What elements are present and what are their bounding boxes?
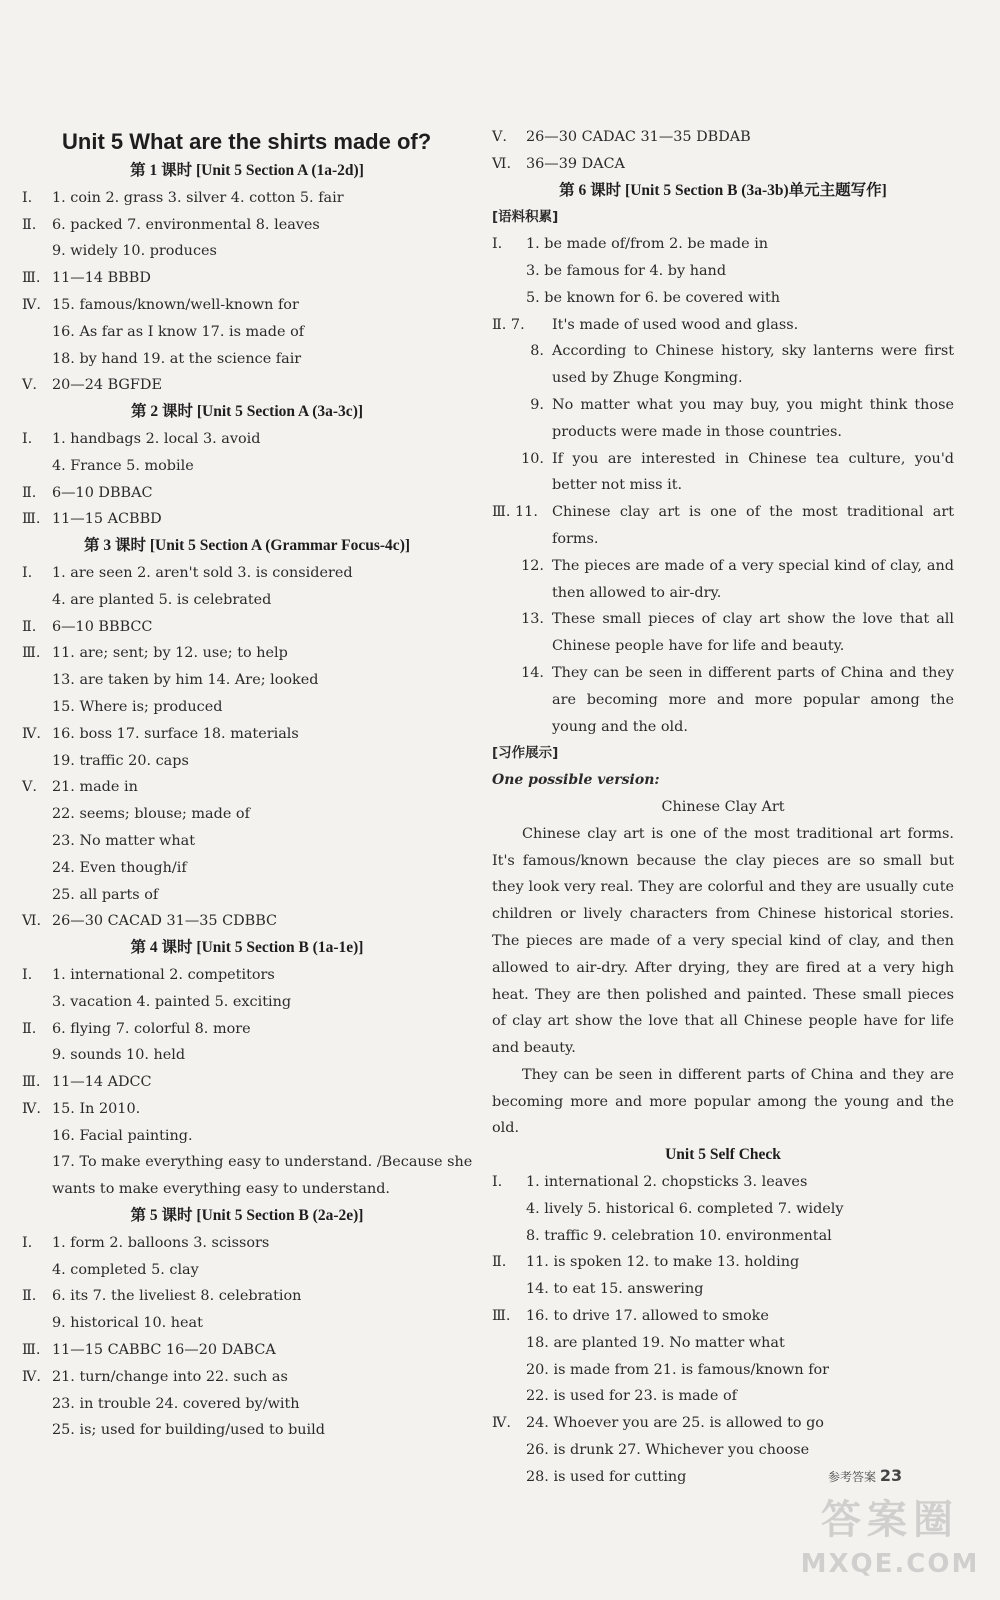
answer-line [22, 185, 472, 212]
answer-line [22, 506, 472, 533]
answer-text: 19. traffic 20. caps [52, 752, 189, 769]
roman-numeral: Ⅴ. [22, 377, 37, 394]
answer-line [492, 1276, 954, 1303]
answer-text: 8. traffic 9. celebration 10. environmental [526, 1227, 832, 1244]
answer-text: 11—15 ACBBD [52, 511, 162, 528]
answer-text: 13. are taken by him 14. Are; looked [52, 672, 319, 689]
roman-numeral [492, 1276, 526, 1303]
answer-line [22, 319, 472, 346]
answer-line [22, 1149, 472, 1176]
answer-line [492, 124, 954, 151]
answer-text: 22. seems; blouse; made of [52, 806, 250, 823]
sentence-answer [492, 392, 954, 446]
roman-numeral [492, 285, 526, 312]
sentence-number: 12. [521, 557, 544, 574]
sentence-text: These small pieces of clay art show the love that all Chinese people have for life and beauty. [552, 611, 954, 655]
answer-text: 25. is; used for building/used to build [52, 1422, 325, 1439]
essay-body [492, 821, 954, 1143]
roman-numeral: Ⅰ. [22, 966, 33, 983]
sentence-number: 14. [521, 664, 544, 681]
answer-line [22, 640, 472, 667]
roman-numeral: Ⅰ. [22, 430, 33, 447]
sentence-text: The pieces are made of a very special kind of clay, and then allowed to air-dry. [552, 557, 954, 601]
answer-line [22, 480, 472, 507]
answer-line [22, 855, 472, 882]
lesson-5-answers [22, 1230, 472, 1444]
roman-numeral [22, 801, 52, 828]
vocab-tag: [语料积累] [492, 209, 559, 226]
answer-text: 20—24 BGFDE [52, 377, 162, 394]
roman-numeral: Ⅱ. [492, 1254, 507, 1271]
answer-text: 1. are seen 2. aren't sold 3. is considered [52, 564, 353, 581]
answer-text: 16. As far as I know 17. is made of [52, 323, 305, 340]
sentence-number: 13. [521, 611, 544, 628]
answer-text: 1. coin 2. grass 3. silver 4. cotton 5. fair [52, 189, 344, 206]
answer-line [22, 1310, 472, 1337]
answer-line [22, 1417, 472, 1444]
answer-line [22, 372, 472, 399]
answer-text: 26—30 CADAC 31—35 DBDAB [526, 129, 751, 145]
roman-numeral [22, 1123, 52, 1150]
answer-line [22, 453, 472, 480]
lesson-6-sentences [492, 312, 954, 741]
answer-line [22, 1283, 472, 1310]
answer-line [22, 694, 472, 721]
answer-text: 1. form 2. balloons 3. scissors [52, 1234, 270, 1251]
roman-numeral [22, 1149, 52, 1176]
answer-line [22, 560, 472, 587]
roman-numeral: Ⅰ. [22, 1234, 33, 1251]
answer-text: 1. international 2. competitors [52, 966, 275, 983]
roman-numeral: Ⅲ. [22, 270, 41, 287]
sentence-answer [492, 312, 954, 339]
answer-text: 1. international 2. chopsticks 3. leaves [526, 1174, 808, 1191]
answer-line [22, 1042, 472, 1069]
lesson-2-answers [22, 426, 472, 533]
answer-text: 26. is drunk 27. Whichever you choose [526, 1442, 810, 1459]
answer-line [492, 258, 954, 285]
answer-line [492, 1437, 954, 1464]
answer-text: 17. To make everything easy to understand. /Because she [52, 1154, 473, 1171]
answer-text: 6. its 7. the liveliest 8. celebration [52, 1288, 302, 1305]
answer-line [22, 801, 472, 828]
answer-text: 11. is spoken 12. to make 13. holding [526, 1254, 800, 1271]
answer-line [22, 614, 472, 641]
roman-numeral [22, 1257, 52, 1284]
self-check-heading: Unit 5 Self Check [665, 1146, 781, 1164]
answer-line [22, 265, 472, 292]
roman-numeral [492, 1196, 526, 1223]
sentence-answer [492, 446, 954, 500]
roman-numeral: Ⅲ. [492, 1308, 511, 1325]
answer-line [22, 774, 472, 801]
answer-line [22, 989, 472, 1016]
roman-numeral: Ⅳ. [22, 1368, 41, 1385]
answer-line [22, 1337, 472, 1364]
watermark-line-1: 答案圈 [821, 1497, 959, 1543]
self-check-answers [492, 1169, 954, 1491]
answer-line [22, 346, 472, 373]
sentence-number: 10. [521, 450, 544, 467]
answer-line [492, 151, 954, 178]
answer-text: 16. Facial painting. [52, 1127, 193, 1144]
lesson-1-heading: 第 1 课时 [Unit 5 Section A (1a-2d)] [130, 162, 364, 179]
roman-numeral [22, 1042, 52, 1069]
sentence-number: 9. [530, 396, 544, 413]
answer-text: 3. vacation 4. painted 5. exciting [52, 993, 292, 1010]
roman-numeral: Ⅰ. [492, 1174, 503, 1191]
roman-numeral: Ⅳ. [22, 296, 41, 313]
sentence-answer [492, 606, 954, 660]
roman-numeral: Ⅵ. [492, 155, 512, 172]
lesson-6-heading: 第 6 课时 [Unit 5 Section B (3a-3b)单元主题写作] [559, 181, 887, 199]
roman-numeral [492, 1357, 526, 1384]
answer-text: 3. be famous for 4. by hand [526, 262, 727, 279]
sentence-answer [492, 660, 954, 740]
unit-title: Unit 5 What are the shirts made of? [62, 129, 432, 154]
roman-numeral [22, 882, 52, 909]
roman-numeral: Ⅰ. [22, 189, 33, 206]
roman-numeral: Ⅳ. [22, 725, 41, 742]
roman-numeral [22, 694, 52, 721]
answer-text: 9. sounds 10. held [52, 1047, 186, 1064]
essay-paragraph-1: Chinese clay art is one of the most traditional art forms. It's famous/known because the clay pieces are so small but they look very real. They are colorful and they are usually cute children or lively characters from Chinese historical stories. The pieces are made of a very special kind of clay, and then allowed to air-dry. After drying, they are fired at a very high heat. They are then polished and painted. These small pieces of clay art show the love that all Chinese people have for life and beauty. [492, 825, 954, 1057]
answer-line [492, 1410, 954, 1437]
answer-text: 15. In 2010. [52, 1100, 141, 1117]
roman-numeral: Ⅴ. [492, 129, 507, 145]
answer-text: 18. are planted 19. No matter what [526, 1334, 785, 1351]
answer-text: 6—10 BBBCC [52, 618, 153, 635]
sentence-number: Ⅱ. 7. [492, 316, 525, 333]
roman-numeral: Ⅱ. [22, 484, 37, 501]
answer-text: 28. is used for cutting [526, 1468, 687, 1485]
lesson-5-heading: 第 5 课时 [Unit 5 Section B (2a-2e)] [130, 1207, 364, 1225]
answer-line [492, 1169, 954, 1196]
answer-line [492, 1383, 954, 1410]
roman-numeral [22, 828, 52, 855]
answer-text: 4. France 5. mobile [52, 457, 194, 474]
roman-numeral: Ⅱ. [22, 1288, 37, 1305]
sentence-answer [492, 499, 954, 553]
roman-numeral [22, 667, 52, 694]
lesson-1-answers [22, 185, 472, 399]
answer-line [492, 1196, 954, 1223]
answer-line [22, 962, 472, 989]
roman-numeral [22, 453, 52, 480]
roman-numeral [22, 346, 52, 373]
answer-line [22, 828, 472, 855]
answer-line [22, 1391, 472, 1418]
answer-text: 14. to eat 15. answering [526, 1281, 704, 1298]
answer-line [492, 1330, 954, 1357]
answer-line [22, 1257, 472, 1284]
answer-text: 18. by hand 19. at the science fair [52, 350, 302, 367]
answer-line [492, 231, 954, 258]
roman-numeral [22, 855, 52, 882]
answer-line [492, 1303, 954, 1330]
roman-numeral [492, 1223, 526, 1250]
answer-text: 4. completed 5. clay [52, 1261, 199, 1278]
answer-line [22, 721, 472, 748]
essay-tag: [习作展示] [492, 745, 559, 762]
answer-text: 20. is made from 21. is famous/known for [526, 1361, 830, 1378]
roman-numeral [22, 1417, 52, 1444]
answer-text: 21. turn/change into 22. such as [52, 1368, 288, 1385]
roman-numeral: Ⅱ. [22, 618, 37, 635]
left-column [22, 128, 472, 1444]
answer-line [22, 1364, 472, 1391]
roman-numeral [22, 989, 52, 1016]
answer-text: 26—30 CACAD 31—35 CDBBC [52, 913, 278, 930]
lesson-6-part-1 [492, 231, 954, 311]
answer-line [492, 1357, 954, 1384]
answer-line [492, 1249, 954, 1276]
right-column [492, 124, 954, 1491]
answer-text: 6. packed 7. environmental 8. leaves [52, 216, 320, 233]
answer-line [22, 292, 472, 319]
sentence-number: Ⅲ. 11. [492, 504, 538, 521]
answer-text: 36—39 DACA [526, 155, 625, 172]
roman-numeral: Ⅰ. [22, 564, 33, 581]
roman-numeral: Ⅲ. [22, 1074, 41, 1091]
answer-line [22, 908, 472, 935]
sentence-answer [492, 338, 954, 392]
roman-numeral [22, 238, 52, 265]
answer-line [22, 882, 472, 909]
answer-line [22, 1016, 472, 1043]
answer-line [22, 667, 472, 694]
answer-line [492, 1223, 954, 1250]
watermark-logo [800, 1498, 980, 1598]
sentence-text: If you are interested in Chinese tea culture, you'd better not miss it. [552, 450, 954, 494]
roman-numeral: Ⅱ. [22, 1020, 37, 1037]
roman-numeral [492, 1464, 526, 1491]
answer-text: 6. flying 7. colorful 8. more [52, 1020, 251, 1037]
answer-text: 4. are planted 5. is celebrated [52, 591, 272, 608]
lesson-4-heading: 第 4 课时 [Unit 5 Section B (1a-1e)] [130, 939, 364, 957]
roman-numeral: Ⅳ. [492, 1415, 511, 1432]
answer-text: 16. to drive 17. allowed to smoke [526, 1308, 769, 1325]
answer-text: 11. are; sent; by 12. use; to help [52, 645, 288, 662]
roman-numeral [22, 587, 52, 614]
answer-text: wants to make everything easy to understand. [52, 1181, 390, 1198]
roman-numeral: Ⅵ. [22, 913, 42, 930]
roman-numeral: Ⅴ. [22, 779, 37, 796]
roman-numeral: Ⅱ. [22, 216, 37, 233]
answer-line [22, 1123, 472, 1150]
roman-numeral: Ⅲ. [22, 1342, 41, 1359]
answer-line [22, 1096, 472, 1123]
roman-numeral: Ⅲ. [22, 511, 41, 528]
essay-title: Chinese Clay Art [661, 798, 785, 815]
roman-numeral: Ⅰ. [492, 236, 503, 253]
lesson-4-answers [22, 962, 472, 1203]
answer-line [22, 212, 472, 239]
answer-line [22, 1230, 472, 1257]
answer-text: 15. Where is; produced [52, 698, 223, 715]
roman-numeral [22, 748, 52, 775]
answer-text: 9. historical 10. heat [52, 1315, 203, 1332]
essay-paragraph-2: They can be seen in different parts of China and they are becoming more and more popular among the young and the old. [492, 1066, 954, 1137]
roman-numeral: Ⅲ. [22, 645, 41, 662]
answer-text: 25. all parts of [52, 886, 159, 903]
roman-numeral [22, 319, 52, 346]
answer-text: 9. widely 10. produces [52, 243, 217, 260]
roman-numeral [492, 1330, 526, 1357]
answer-text: 5. be known for 6. be covered with [526, 289, 780, 306]
lesson-5-answers-continued [492, 124, 954, 178]
sentence-answer [492, 553, 954, 607]
answer-text: 1. handbags 2. local 3. avoid [52, 430, 261, 447]
roman-numeral [492, 258, 526, 285]
sentence-number: 8. [530, 343, 544, 360]
answer-text: 21. made in [52, 779, 138, 796]
answer-line [22, 748, 472, 775]
roman-numeral [492, 1437, 526, 1464]
answer-line [22, 587, 472, 614]
roman-numeral: Ⅳ. [22, 1100, 41, 1117]
roman-numeral [22, 1391, 52, 1418]
answer-text: 24. Whoever you are 25. is allowed to go [526, 1415, 824, 1432]
answer-text: 4. lively 5. historical 6. completed 7. widely [526, 1200, 844, 1217]
answer-text: 11—14 BBBD [52, 270, 151, 287]
footer-label: 参考答案 [828, 1470, 877, 1484]
answer-line [22, 1176, 472, 1203]
answer-line [492, 285, 954, 312]
sentence-text: No matter what you may buy, you might think those products were made in those countries. [552, 396, 954, 440]
answer-text: 1. be made of/from 2. be made in [526, 236, 769, 253]
roman-numeral [22, 1176, 52, 1203]
page-footer [828, 1466, 902, 1485]
answer-text: 6—10 DBBAC [52, 484, 153, 501]
answer-text: 15. famous/known/well-known for [52, 296, 299, 313]
essay-label: One possible version: [492, 772, 660, 789]
sentence-text: Chinese clay art is one of the most traditional art forms. [552, 504, 954, 547]
sentence-text: They can be seen in different parts of China and they are becoming more and more popular among the young and the old. [552, 664, 954, 735]
answer-line [22, 426, 472, 453]
lesson-3-answers [22, 560, 472, 935]
answer-text: 23. in trouble 24. covered by/with [52, 1395, 300, 1412]
answer-line [22, 1069, 472, 1096]
answer-text: 11—15 CABBC 16—20 DABCA [52, 1342, 276, 1359]
roman-numeral [492, 1383, 526, 1410]
answer-line [22, 238, 472, 265]
answer-text: 22. is used for 23. is made of [526, 1388, 737, 1405]
page-number: 23 [879, 1466, 903, 1485]
roman-numeral [22, 1310, 52, 1337]
answer-text: 11—14 ADCC [52, 1074, 152, 1091]
sentence-text: According to Chinese history, sky lanterns were first used by Zhuge Kongming. [552, 343, 954, 387]
sentence-text: It's made of used wood and glass. [552, 316, 799, 333]
watermark-line-2: MXQE.COM [800, 1549, 980, 1579]
lesson-3-heading: 第 3 课时 [Unit 5 Section A (Grammar Focus-4c)] [83, 537, 411, 555]
answer-text: 23. No matter what [52, 832, 195, 849]
answer-text: 16. boss 17. surface 18. materials [52, 725, 299, 742]
answer-text: 24. Even though/if [52, 859, 187, 876]
lesson-2-heading: 第 2 课时 [Unit 5 Section A (3a-3c)] [130, 403, 364, 421]
